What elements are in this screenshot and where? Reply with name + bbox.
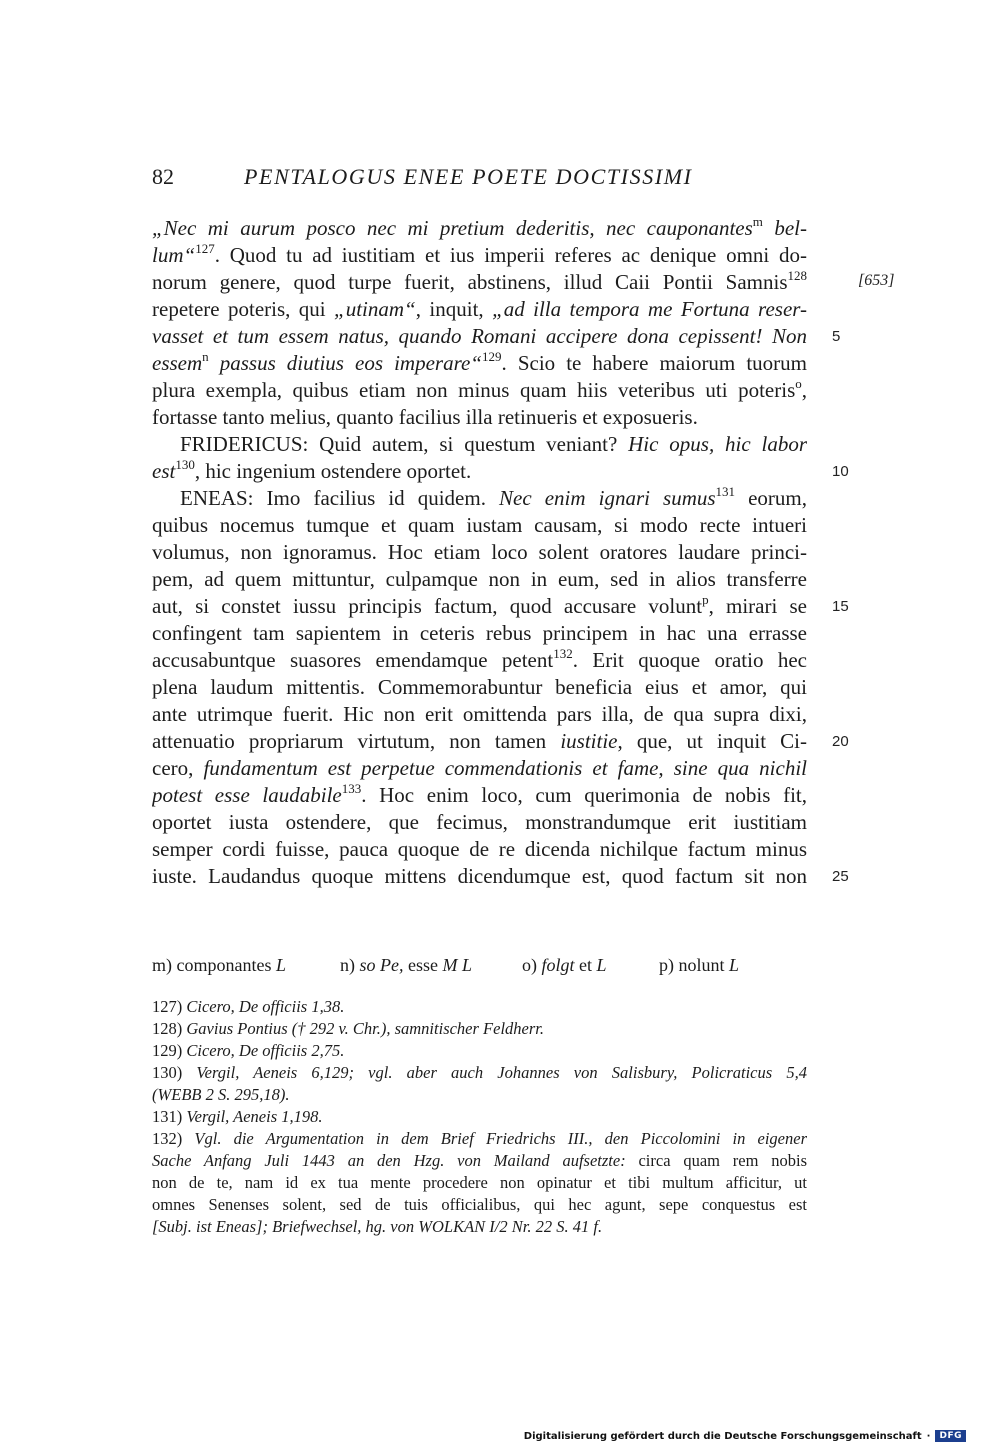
line-number: 25	[832, 868, 849, 885]
text-line	[152, 863, 807, 890]
text-segment: Nec enim ignari sumus	[499, 486, 716, 510]
text-line	[152, 431, 807, 458]
text-line	[152, 809, 807, 836]
text-segment: bel-	[762, 216, 807, 240]
text-segment: (WEBB 2 S. 295,18).	[152, 1085, 290, 1104]
text-segment: [Subj. ist Eneas]; Briefwechsel, hg. von WOLKAN I/2 Nr. 22 S. 41 f.	[152, 1217, 603, 1236]
text-segment: so Pe,	[359, 955, 404, 975]
text-segment: essem	[152, 351, 203, 375]
text-segment: circa quam rem nobis	[625, 1151, 807, 1170]
text-line	[152, 512, 807, 539]
text-segment: est	[152, 459, 176, 483]
footnote-line	[152, 1194, 807, 1216]
superscript-mark: 132	[553, 647, 573, 661]
text-segment: volumus, non ignoramus. Hoc etiam loco solent oratores laudare princi-	[152, 540, 807, 564]
text-line	[152, 674, 807, 701]
text-segment: folgt	[541, 955, 575, 975]
text-line	[152, 296, 807, 323]
text-segment: esse	[403, 955, 443, 975]
text-segment: omnes Senenses solent, sed de tuis officialibus, qui hec agunt, sepe conquestus est	[152, 1195, 807, 1214]
footnote-line	[152, 996, 807, 1018]
footnote-line	[152, 1062, 807, 1084]
page-header	[152, 164, 812, 194]
text-segment: Vergil, Aeneis 1,198.	[186, 1107, 323, 1126]
footnote-line	[152, 1040, 807, 1062]
text-segment: aut, si constet iussu principis factum, quod accusare volunt	[152, 594, 703, 618]
text-segment: ,	[801, 378, 807, 402]
text-segment: , que, ut inquit Ci-	[617, 729, 807, 753]
text-segment: repetere poteris, qui	[152, 297, 335, 321]
text-segment: . Scio te habere maiorum tuorum	[501, 351, 807, 375]
text-segment: confingent tam sapientem in ceteris rebus principem in hac una errasse	[152, 621, 807, 645]
text-segment: . Quod tu ad iustitiam et ius imperii referes ac denique omni do-	[214, 243, 807, 267]
text-segment: L	[275, 955, 286, 975]
text-segment: 131)	[152, 1107, 187, 1126]
text-segment: , hic ingenium ostendere oportet.	[194, 459, 472, 483]
text-segment: „utinam“	[334, 297, 416, 321]
text-line	[152, 593, 807, 620]
text-segment: M L	[442, 955, 473, 975]
text-line	[152, 269, 807, 296]
text-segment: , mirari se	[708, 594, 807, 618]
text-segment: Vergil, Aeneis 6,129; vgl. aber auch Johannes von Salisbury, Policraticus 5,4	[196, 1063, 807, 1082]
text-segment: attenuatio propriarum virtutum, non tamen	[152, 729, 561, 753]
apparatus-entry	[659, 955, 739, 976]
text-segment: L	[729, 955, 740, 975]
text-segment: semper cordi fuisse, pauca quoque de re dicenda nichilque factum minus	[152, 837, 807, 861]
text-segment: „ad illa tempora me Fortuna reser-	[492, 297, 807, 321]
text-segment: Vgl. die Argumentation in dem Brief Friedrichs III., den Piccolomini in eigener	[194, 1129, 807, 1148]
footnotes	[152, 996, 807, 1238]
text-line	[152, 377, 807, 404]
text-segment: , inquit,	[415, 297, 493, 321]
text-segment: FRIDERICUS: Quid autem, si questum veniant?	[180, 432, 629, 456]
line-number: 10	[832, 463, 849, 480]
text-segment: cero,	[152, 756, 204, 780]
superscript-mark: 133	[341, 782, 362, 796]
text-line	[152, 215, 807, 242]
line-number: 20	[832, 733, 849, 750]
text-segment: potest esse laudabile	[152, 783, 342, 807]
text-line	[152, 620, 807, 647]
text-segment: Cicero, De officiis 1,38.	[186, 997, 345, 1016]
superscript-mark: 129	[482, 350, 502, 364]
text-segment: 127)	[152, 997, 187, 1016]
text-line	[152, 458, 807, 485]
text-segment: pem, ad quem mittuntur, culpamque non in eum, sed in alios transferre	[152, 567, 807, 591]
footnote-line	[152, 1018, 807, 1040]
superscript-mark: m	[752, 215, 763, 229]
text-line	[152, 647, 807, 674]
critical-apparatus	[152, 955, 807, 979]
text-line	[152, 350, 807, 377]
superscript-mark: p	[702, 593, 709, 607]
footnote-line	[152, 1172, 807, 1194]
text-line	[152, 539, 807, 566]
text-segment: eorum,	[735, 486, 807, 510]
text-segment: . Erit quoque oratio hec	[572, 648, 807, 672]
text-segment: fortasse tanto melius, quanto facilius illa retinueris et exposueris.	[152, 405, 698, 429]
text-line	[152, 485, 807, 512]
superscript-mark: 130	[175, 458, 195, 472]
text-segment: „Nec mi aurum posco nec mi pretium dederitis, nec cauponantes	[152, 216, 753, 240]
text-line	[152, 755, 807, 782]
text-segment: plura exempla, quibus etiam non minus quam hiis veteribus uti poteris	[152, 378, 796, 402]
text-segment: 129)	[152, 1041, 187, 1060]
apparatus-entry	[152, 955, 286, 976]
text-segment: norum genere, quod turpe fuerit, abstinens, illud Caii Pontii Samnis	[152, 270, 788, 294]
text-line	[152, 836, 807, 863]
text-segment: iustitie	[560, 729, 618, 753]
text-segment: ENEAS: Imo facilius id quidem.	[180, 486, 500, 510]
line-number: 5	[832, 328, 841, 345]
superscript-mark: 128	[787, 269, 807, 283]
text-line	[152, 323, 807, 350]
text-segment: passus diutius eos imperare“	[208, 351, 482, 375]
text-line	[152, 782, 807, 809]
text-segment: m) componantes	[152, 955, 276, 975]
text-segment: non de te, nam id ex tua mente procedere non opinatur et tibi multum afficitur, ut	[152, 1173, 807, 1192]
margin-page-reference: [653]	[858, 272, 895, 289]
footnote-line	[152, 1106, 807, 1128]
superscript-mark: o	[795, 377, 802, 391]
text-segment: quibus nocemus tumque et quam iustam causam, si modo recte intueri	[152, 513, 807, 537]
text-line	[152, 701, 807, 728]
text-segment: accusabuntque suasores emendamque petent	[152, 648, 554, 672]
text-segment: iuste. Laudandus quoque mittens dicendumque est, quod factum sit non	[152, 864, 807, 888]
superscript-mark: 131	[715, 485, 736, 499]
credit-text: Digitalisierung gefördert durch die Deutsche Forschungsgemeinschaft	[523, 1430, 922, 1442]
footnote-line	[152, 1084, 807, 1106]
apparatus-entry	[340, 955, 472, 976]
superscript-mark: n	[202, 350, 209, 364]
text-segment: plena laudum mittentis. Commemorabuntur beneficia eius et amor, qui	[152, 675, 807, 699]
text-segment: lum“	[152, 243, 196, 267]
text-segment: 132)	[152, 1129, 195, 1148]
text-segment: vasset et tum essem natus, quando Romani accipere dona cepissent! Non	[152, 324, 807, 348]
text-segment: 130)	[152, 1063, 197, 1082]
text-segment: . Hoc enim loco, cum querimonia de nobis fit,	[361, 783, 807, 807]
text-segment: 128)	[152, 1019, 187, 1038]
footnote-line	[152, 1150, 807, 1172]
text-segment: Hic opus, hic labor	[628, 432, 807, 456]
text-segment: Sache Anfang Juli 1443 an den Hzg. von Mailand aufsetzte:	[152, 1151, 626, 1170]
dfg-logo: DFG	[935, 1430, 966, 1442]
apparatus-entry	[522, 955, 607, 976]
line-number: 15	[832, 598, 849, 615]
text-line	[152, 242, 807, 269]
text-segment: oportet iusta ostendere, que fecimus, monstrandumque erit iustitiam	[152, 810, 807, 834]
main-text	[152, 215, 807, 890]
text-segment: p) nolunt	[659, 955, 729, 975]
text-line	[152, 728, 807, 755]
text-segment: et	[574, 955, 597, 975]
text-segment: Gavius Pontius († 292 v. Chr.), samnitischer Feldherr.	[186, 1019, 545, 1038]
text-segment: L	[596, 955, 607, 975]
footnote-line	[152, 1128, 807, 1150]
text-segment: fundamentum est perpetue commendationis et fame, sine qua nichil	[203, 756, 807, 780]
page-number: 82	[152, 164, 174, 189]
text-line	[152, 566, 807, 593]
digitization-credit: Digitalisierung gefördert durch die Deutsche Forschungsgemeinschaft · DFG	[524, 1428, 966, 1444]
running-title: PENTALOGUS ENEE POETE DOCTISSIMI	[244, 164, 693, 189]
text-segment: n)	[340, 955, 360, 975]
footnote-line	[152, 1216, 807, 1238]
text-segment: Cicero, De officiis 2,75.	[186, 1041, 345, 1060]
superscript-mark: 127	[195, 242, 215, 256]
text-segment: ante utrimque fuerit. Hic non erit omittenda pars illa, de qua supra dixi,	[152, 702, 807, 726]
text-line	[152, 404, 807, 431]
text-segment: o)	[522, 955, 542, 975]
